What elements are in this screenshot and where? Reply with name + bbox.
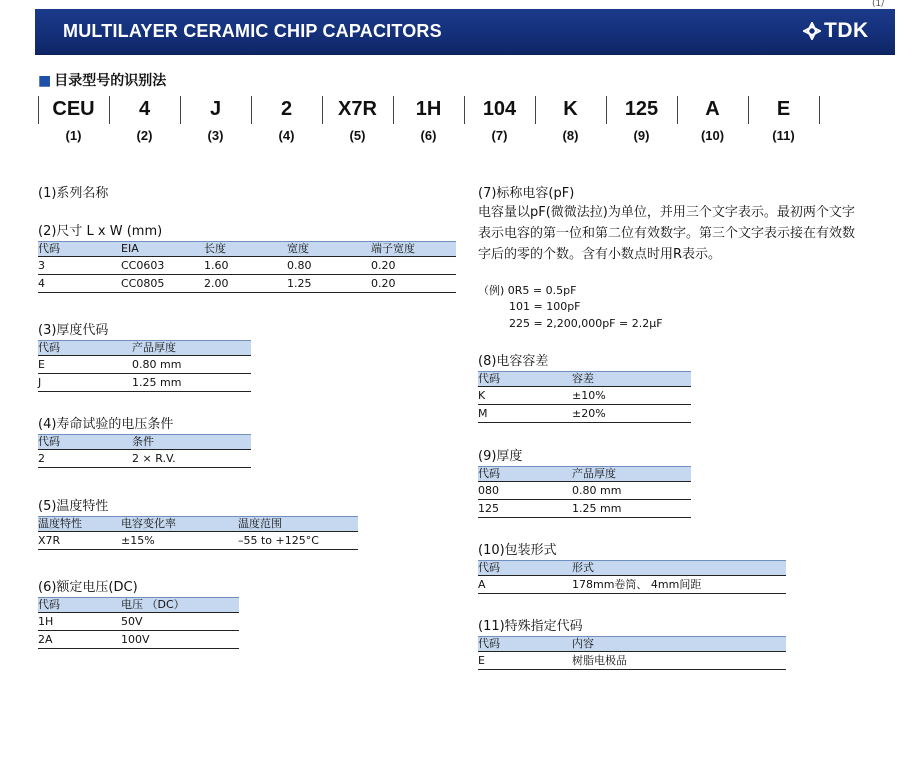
column-header: 代码 <box>38 598 121 613</box>
description-line: 字后的零的个数。含有小数点时用R表示。 <box>478 247 722 262</box>
table-row <box>38 374 251 392</box>
column-header: 宽度 <box>287 242 371 257</box>
header-title: MULTILAYER CERAMIC CHIP CAPACITORS <box>63 21 442 41</box>
section-1-title: (1)系列名称 <box>38 186 109 201</box>
table-header-row <box>38 517 358 532</box>
code-cell: CEU <box>52 98 95 120</box>
table-cell: 1.25 mm <box>572 500 691 518</box>
section-4-title: (4)寿命试验的电压条件 <box>38 417 174 432</box>
code-index: (10) <box>700 128 725 143</box>
square-bullet-icon: ■ <box>38 73 52 89</box>
table-row <box>478 482 691 500</box>
example-line: （例) 0R5 = 0.5pF <box>478 284 577 297</box>
table-cell: A <box>478 576 572 594</box>
table-row <box>478 405 691 423</box>
code-index: (6) <box>420 128 437 143</box>
column-header: 形式 <box>572 561 786 576</box>
table-cell: 125 <box>478 500 572 518</box>
size-table <box>38 241 456 293</box>
table-cell: CC0805 <box>121 275 204 293</box>
tolerance-table <box>478 371 691 423</box>
code-index: (11) <box>772 128 795 143</box>
example-line: 101 = 100pF <box>509 300 581 313</box>
table-cell: 1H <box>38 613 121 631</box>
column-header: 代码 <box>38 341 132 356</box>
voltage-condition-table <box>38 434 251 468</box>
column-header: 产品厚度 <box>572 467 691 482</box>
table-cell: 1.60 <box>204 257 287 275</box>
table-cell: ±10% <box>572 387 691 405</box>
temperature-table <box>38 516 358 550</box>
table-cell: M <box>478 405 572 423</box>
column-header: 产品厚度 <box>132 341 251 356</box>
table-row <box>478 500 691 518</box>
section-11-title: (11)特殊指定代码 <box>478 619 583 634</box>
column-header: 条件 <box>132 435 251 450</box>
column-header: 容差 <box>572 372 691 387</box>
code-cell: 104 <box>482 98 517 120</box>
section-10-title: (10)包装形式 <box>478 543 557 558</box>
page-corner-fragment: (1/ <box>872 0 885 9</box>
table-cell: 1.25 mm <box>132 374 251 392</box>
column-header: 代码 <box>478 372 572 387</box>
table-header-row <box>38 435 251 450</box>
code-index: (9) <box>633 128 650 143</box>
code-index: (5) <box>349 128 366 143</box>
table-row <box>38 450 251 468</box>
code-index: (8) <box>562 128 579 143</box>
table-cell: 0.20 <box>371 257 456 275</box>
table-cell: E <box>38 356 132 374</box>
table-row <box>478 387 691 405</box>
table-row <box>38 257 456 275</box>
table-cell: 50V <box>121 613 239 631</box>
example-line: 225 = 2,200,000pF = 2.2μF <box>509 317 663 330</box>
special-code-table <box>478 636 786 670</box>
code-cell: 4 <box>138 98 151 120</box>
table-cell: K <box>478 387 572 405</box>
code-cell: 2 <box>280 98 293 120</box>
table-row <box>38 613 239 631</box>
table-row <box>38 631 239 649</box>
column-header: 代码 <box>478 467 572 482</box>
code-divider <box>819 96 820 124</box>
packaging-table <box>478 560 786 594</box>
table-cell: 2 <box>38 450 132 468</box>
table-row <box>478 576 786 594</box>
section-5-title: (5)温度特性 <box>38 499 109 514</box>
code-cell: A <box>705 98 720 120</box>
table-cell: ±15% <box>121 532 238 550</box>
table-header-row <box>38 341 251 356</box>
thickness-table <box>478 466 691 518</box>
column-header: 代码 <box>38 435 132 450</box>
section-7-title: (7)标称电容(pF) <box>478 186 575 201</box>
table-row <box>38 532 358 550</box>
column-header: 温度特性 <box>38 517 121 532</box>
code-index: (1) <box>65 128 82 143</box>
table-cell: 0.80 mm <box>572 482 691 500</box>
column-header: 代码 <box>478 561 572 576</box>
thickness-code-table <box>38 340 251 392</box>
table-cell: 178mm卷筒、 4mm间距 <box>572 576 786 594</box>
column-header: 内容 <box>572 637 786 652</box>
table-cell: 0.80 <box>287 257 371 275</box>
column-header: 代码 <box>38 242 121 257</box>
column-header: EIA <box>121 242 204 257</box>
table-cell: 0.80 mm <box>132 356 251 374</box>
description-line: 电容量以pF(微微法拉)为单位，并用三个文字表示。最初两个文字 <box>478 205 855 220</box>
table-header-row <box>38 242 456 257</box>
code-index: (3) <box>207 128 224 143</box>
table-row <box>38 356 251 374</box>
code-cell: 125 <box>624 98 659 120</box>
section-title-text: 目录型号的识别法 <box>54 73 167 89</box>
code-index: (4) <box>278 128 295 143</box>
column-header: 长度 <box>204 242 287 257</box>
table-cell: 2A <box>38 631 121 649</box>
table-cell: 3 <box>38 257 121 275</box>
code-cell: 1H <box>415 98 442 120</box>
section-8-title: (8)电容容差 <box>478 354 549 369</box>
table-row <box>38 275 456 293</box>
tdk-logo-text: TDK <box>824 19 869 42</box>
column-header: 电容变化率 <box>121 517 238 532</box>
tdk-logo <box>803 18 869 44</box>
table-cell: –55 to +125°C <box>238 532 358 550</box>
section-3-title: (3)厚度代码 <box>38 323 109 338</box>
table-cell: 080 <box>478 482 572 500</box>
code-cell: K <box>563 98 578 120</box>
rated-voltage-table <box>38 597 239 649</box>
table-header-row <box>478 637 786 652</box>
column-header: 温度范围 <box>238 517 358 532</box>
capacitance-description <box>478 202 908 265</box>
table-cell: E <box>478 652 572 670</box>
section-2-title: (2)尺寸 L x W (mm) <box>38 224 163 239</box>
table-cell: J <box>38 374 132 392</box>
table-cell: 树脂电极品 <box>572 652 786 670</box>
code-index: (7) <box>491 128 508 143</box>
table-cell: X7R <box>38 532 121 550</box>
table-cell: 1.25 <box>287 275 371 293</box>
section-6-title: (6)额定电压(DC) <box>38 580 138 595</box>
column-header: 端子宽度 <box>371 242 456 257</box>
section-9-title: (9)厚度 <box>478 449 523 464</box>
table-row <box>478 652 786 670</box>
code-cell: E <box>776 98 791 120</box>
table-cell: 2.00 <box>204 275 287 293</box>
code-index: (2) <box>136 128 153 143</box>
table-cell: ±20% <box>572 405 691 423</box>
table-cell: 2 × R.V. <box>132 450 251 468</box>
section-title <box>38 70 166 90</box>
table-header-row <box>478 561 786 576</box>
table-header-row <box>478 467 691 482</box>
table-cell: CC0603 <box>121 257 204 275</box>
table-header-row <box>38 598 239 613</box>
column-header: 电压 （DC） <box>121 598 239 613</box>
table-header-row <box>478 372 691 387</box>
table-cell: 100V <box>121 631 239 649</box>
code-cell: X7R <box>338 98 377 120</box>
column-header: 代码 <box>478 637 572 652</box>
code-cell: J <box>209 98 222 120</box>
description-line: 表示电容的第一位和第二位有效数字。第三个文字表示接在有效数 <box>478 226 856 241</box>
tdk-logo-icon <box>803 22 821 40</box>
table-cell: 4 <box>38 275 121 293</box>
table-cell: 0.20 <box>371 275 456 293</box>
